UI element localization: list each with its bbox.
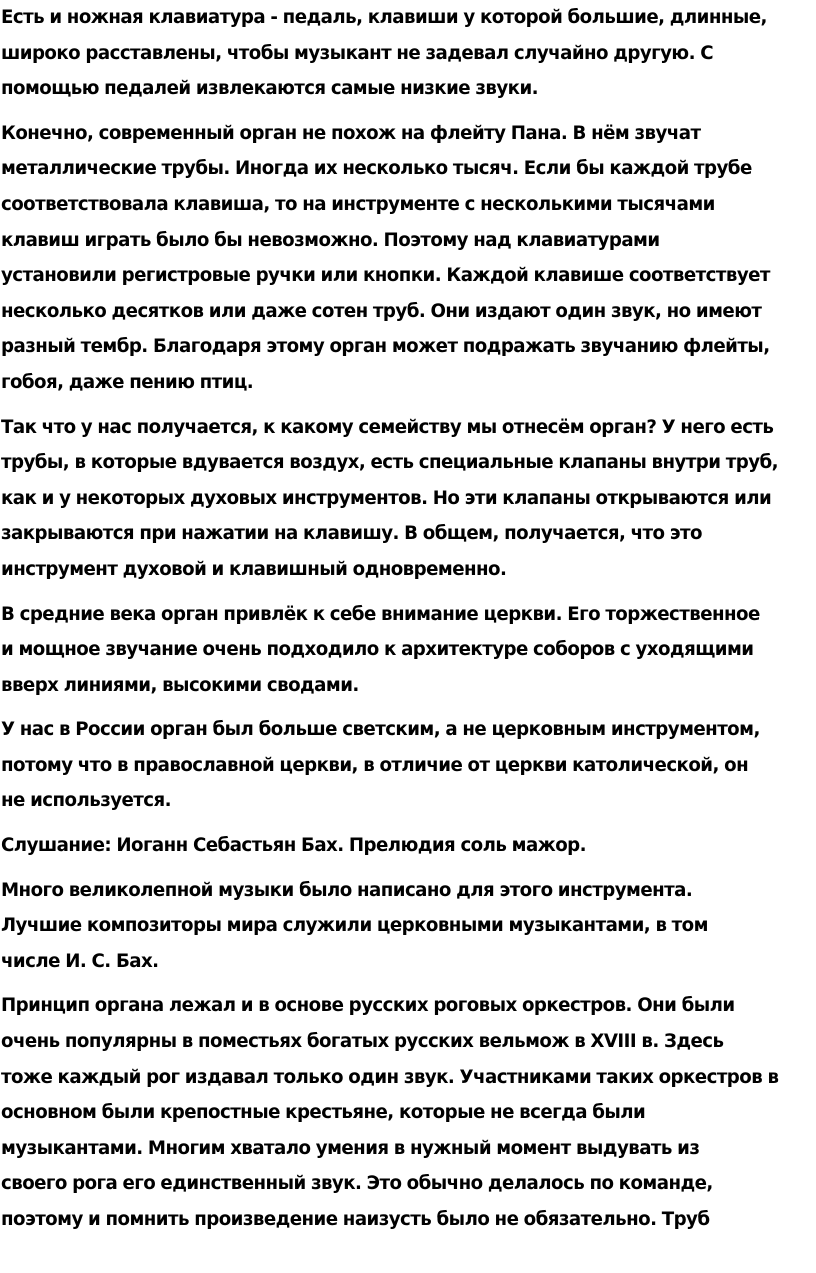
text-line: основном были крепостные крестьяне, которые не всегда были — [1, 1102, 646, 1124]
paragraph-listening — [0, 828, 816, 864]
text-line: Слушание: Иоганн Себастьян Бах. Прелюдия соль мажор. — [1, 835, 586, 857]
text-line: своего рога его единственный звук. Это обычно делалось по команде, — [1, 1173, 713, 1195]
text-line: Лучшие композиторы мира служили церковными музыкантами, в том — [1, 915, 708, 937]
paragraph-pedal-keyboard — [0, 0, 816, 107]
text-line: вверх линиями, высокими сводами. — [1, 674, 359, 696]
text-line: числе И. С. Бах. — [1, 950, 159, 972]
text-line: У нас в России орган был больше светским, а не церковным инструментом, — [1, 719, 760, 741]
text-line: трубы, в которые вдувается воздух, есть специальные клапаны внутри труб, — [1, 452, 779, 474]
paragraph-horn-orchestras — [0, 988, 816, 1237]
text-line: Конечно, современный орган не похож на флейту Пана. В нём звучат — [1, 122, 701, 144]
text-line: В средние века орган привлёк к себе внимание церкви. Его торжественное — [1, 603, 760, 625]
paragraph-great-music — [0, 873, 816, 980]
text-line: Принцип органа лежал и в основе русских роговых оркестров. Они были — [1, 995, 735, 1017]
text-line: широко расставлены, чтобы музыкант не задевал случайно другую. С — [1, 42, 714, 64]
text-line: и мощное звучание очень подходило к архитектуре соборов с уходящими — [1, 639, 754, 661]
text-line: клавиш играть было бы невозможно. Поэтому над клавиатурами — [1, 229, 660, 251]
text-line: поэтому и помнить произведение наизусть было не обязательно. Труб — [1, 1209, 710, 1230]
text-line: инструмент духовой и клавишный одновременно. — [1, 558, 507, 580]
paragraph-modern-organ — [0, 116, 816, 401]
paragraph-russia — [0, 712, 816, 819]
text-line: закрываются при нажатии на клавишу. В общем, получается, что это — [1, 523, 702, 545]
text-line: разный тембр. Благодаря этому орган может подражать звучанию флейты, — [1, 336, 770, 358]
text-line: установили регистровые ручки или кнопки. Каждой клавише соответствует — [1, 265, 770, 287]
text-line: как и у некоторых духовых инструментов. Но эти клапаны открываются или — [1, 487, 772, 509]
text-line: тоже каждый рог издавал только один звук. Участниками таких оркестров в — [1, 1066, 779, 1088]
text-line: соответствовала клавиша, то на инструменте с несколькими тысячами — [1, 193, 715, 215]
text-line: несколько десятков или даже сотен труб. Они издают один звук, но имеют — [1, 300, 762, 322]
text-line: гобоя, даже пению птиц. — [1, 371, 254, 393]
text-line: Есть и ножная клавиатура - педаль, клавиши у которой большие, длинные, — [1, 7, 767, 28]
paragraph-instrument-family — [0, 410, 816, 588]
text-line: очень популярны в поместьях богатых русских вельмож в XVIII в. Здесь — [1, 1031, 724, 1053]
text-line: помощью педалей извлекаются самые низкие звуки. — [1, 78, 538, 100]
text-line: Много великолепной музыки было написано для этого инструмента. — [1, 879, 693, 901]
text-line: металлические трубы. Иногда их несколько тысяч. Если бы каждой трубе — [1, 158, 752, 180]
text-line: Так что у нас получается, к какому семейству мы отнесём орган? У него есть — [1, 416, 774, 438]
paragraph-middle-ages — [0, 597, 816, 704]
text-line: не используется. — [1, 790, 172, 812]
text-line: музыкантами. Многим хватало умения в нужный момент выдувать из — [1, 1137, 700, 1159]
text-line: потому что в православной церкви, в отличие от церкви католической, он — [1, 754, 749, 776]
